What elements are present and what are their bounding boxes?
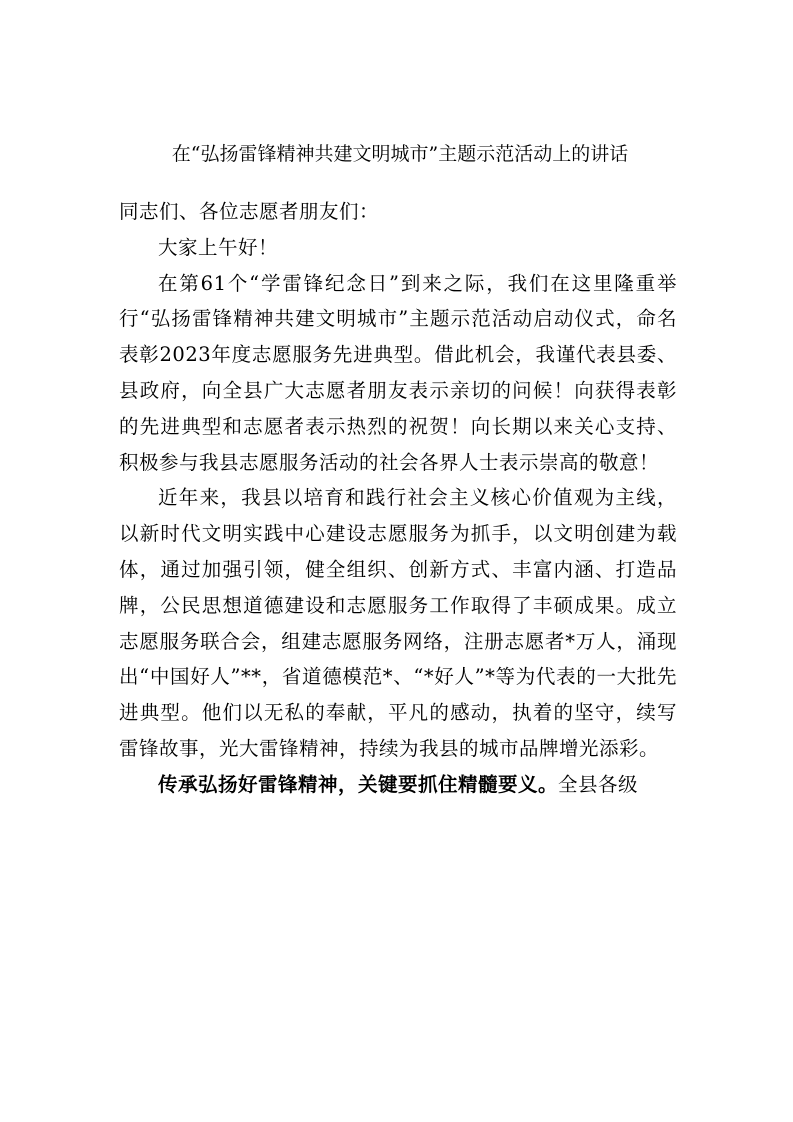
paragraph-1: 在第61个“学雷锋纪念日”到来之际，我们在这里隆重举行“弘扬雷锋精神共建文明城市”主题示范活动启动仪式，命名表彰2023年度志愿服务先进典型。借此机会，我谨代表县委、县政府，向全县广大志愿者朋友表示亲切的问候！向获得表彰的先进典型和志愿者表示热烈的祝贺！向长期以来关心支持、积极参与我县志愿服务活动的社会各界人士表示崇高的敬意！	[119, 271, 677, 474]
paragraph-3-key-point: 传承弘扬好雷锋精神，关键要抓住精髓要义。	[158, 772, 559, 796]
document-title: 在“弘扬雷锋精神共建文明城市”主题示范活动上的讲话	[171, 143, 629, 165]
paragraph-3-text: 全县各级	[558, 772, 639, 796]
greeting: 大家上午好！	[158, 235, 279, 259]
document-body	[119, 194, 677, 803]
paragraph-2: 近年来，我县以培育和践行社会主义核心价值观为主线，以新时代文明实践中心建设志愿服务为抓手，以文明创建为载体，通过加强引领，健全组织、创新方式、丰富内涵、打造品牌，公民思想道德建设和志愿服务工作取得了丰硕成果。成立志愿服务联合会，组建志愿服务网络，注册志愿者*万人，涌现出“中国好人”**，省道德模范*、“*好人”*等为代表的一大批先进典型。他们以无私的奉献，平凡的感动，执着的坚守，续写雷锋故事，光大雷锋精神，持续为我县的城市品牌增光添彩。	[119, 486, 677, 760]
salutation: 同志们、各位志愿者朋友们：	[119, 200, 380, 223]
paragraph-3	[119, 767, 677, 803]
